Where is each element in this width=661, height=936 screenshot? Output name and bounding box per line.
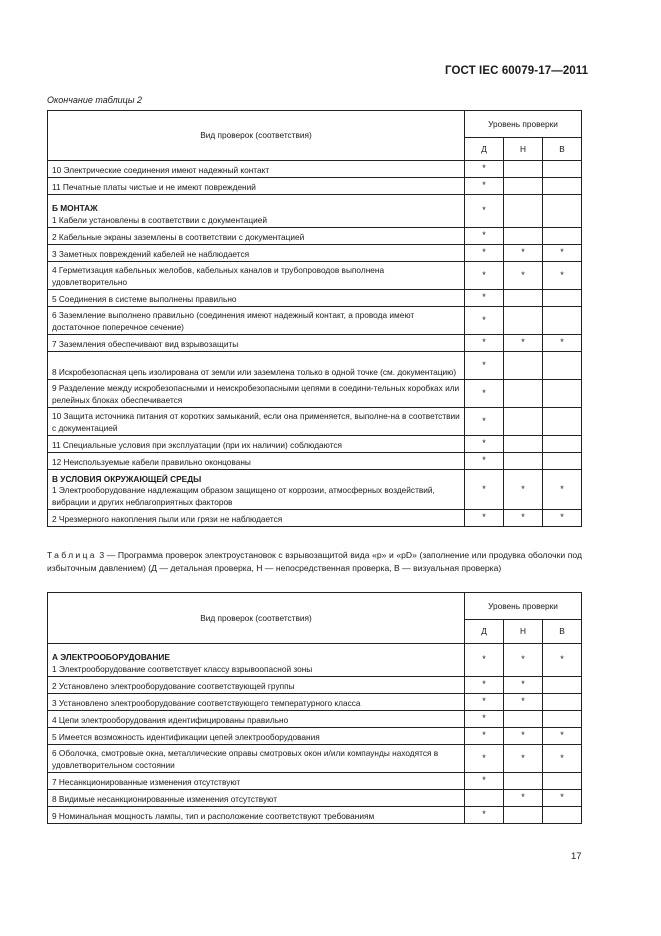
check-item-text: 8 Искробезопасная цепь изолирована от земли или заземлена только в одной точке (см. документацию)	[52, 366, 457, 377]
close-level-mark: *	[504, 677, 543, 694]
table-row	[48, 807, 582, 824]
detailed-level-mark: *	[465, 262, 504, 290]
detailed-level-mark: *	[465, 773, 504, 790]
column-header-check-type: Вид проверок (соответствия)	[48, 111, 465, 161]
table-3-caption-prefix: Таблица	[47, 550, 97, 560]
detailed-level-mark: *	[465, 307, 504, 335]
visual-level-mark: *	[543, 728, 582, 745]
check-item-cell	[48, 228, 465, 245]
visual-level-mark	[543, 161, 582, 178]
check-item-cell	[48, 711, 465, 728]
detailed-level-mark: *	[465, 380, 504, 408]
close-level-mark	[504, 453, 543, 470]
close-level-mark	[504, 290, 543, 307]
table-row	[48, 228, 582, 245]
column-header-close: Н	[504, 620, 543, 644]
check-item-text: 9 Номинальная мощность лампы, тип и расположение соответствуют требованиям	[52, 810, 375, 821]
visual-level-mark: *	[543, 790, 582, 807]
detailed-level-mark: *	[465, 510, 504, 527]
check-item-cell	[48, 773, 465, 790]
detailed-level-mark: *	[465, 694, 504, 711]
visual-level-mark	[543, 228, 582, 245]
check-item-cell	[48, 694, 465, 711]
detailed-level-mark: *	[465, 745, 504, 773]
check-item-cell	[48, 408, 465, 436]
document-standard-number: ГОСТ IEC 60079-17—2011	[445, 65, 589, 77]
close-level-mark: *	[504, 694, 543, 711]
visual-level-mark: *	[543, 262, 582, 290]
table-row	[48, 290, 582, 307]
inspection-table-2	[47, 110, 582, 527]
visual-level-mark	[543, 290, 582, 307]
close-level-mark: *	[504, 510, 543, 527]
visual-level-mark	[543, 178, 582, 195]
column-header-detailed: Д	[465, 138, 504, 161]
table-row	[48, 335, 582, 352]
check-item-text: 7 Заземления обеспечивают вид взрывозащиты	[52, 338, 239, 349]
table-row	[48, 694, 582, 711]
check-item-text: 1 Кабели установлены в соответствии с документацией	[52, 214, 268, 225]
detailed-level-mark: *	[465, 228, 504, 245]
visual-level-mark	[543, 408, 582, 436]
column-header-check-type: Вид проверок (соответствия)	[48, 593, 465, 644]
close-level-mark	[504, 807, 543, 824]
check-item-text: 5 Имеется возможность идентификации цепей электрооборудования	[52, 731, 320, 742]
detailed-level-mark: *	[465, 453, 504, 470]
table-row	[48, 307, 582, 335]
check-item-cell	[48, 380, 465, 408]
check-item-text: 11 Печатные платы чистые и не имеют повреждений	[52, 181, 256, 192]
check-item-text: 7 Несанкционированные изменения отсутствуют	[52, 776, 241, 787]
table-row	[48, 790, 582, 807]
visual-level-mark	[543, 453, 582, 470]
detailed-level-mark	[465, 790, 504, 807]
check-item-text: 10 Защита источника питания от коротких замыканий, если она применяется, выполне-на в соответствии с документацией	[52, 411, 460, 433]
table-row	[48, 436, 582, 453]
check-item-text: 9 Разделение между искробезопасными и неискробезопасными цепями в соедини-тельных коробках или релейных блоках обеспечивается	[52, 383, 460, 405]
close-level-mark	[504, 711, 543, 728]
visual-level-mark	[543, 307, 582, 335]
visual-level-mark: *	[543, 335, 582, 352]
section-title: А ЭЛЕКТРООБОРУДОВАНИЕ	[52, 652, 170, 662]
table-row	[48, 352, 582, 380]
table-row	[48, 728, 582, 745]
table-row	[48, 711, 582, 728]
column-header-visual: В	[543, 138, 582, 161]
check-item-text: 2 Кабельные экраны заземлены в соответствии с документацией	[52, 231, 305, 242]
visual-level-mark	[543, 677, 582, 694]
check-item-text: 4 Герметизация кабельных желобов, кабельных каналов и трубопроводов выполнена удовлетворительно	[52, 265, 385, 287]
check-item-cell	[48, 745, 465, 773]
check-item-text: 11 Специальные условия при эксплуатации (при их наличии) соблюдаются	[52, 439, 343, 450]
check-item-cell	[48, 335, 465, 352]
close-level-mark: *	[504, 262, 543, 290]
close-level-mark: *	[504, 728, 543, 745]
close-level-mark	[504, 307, 543, 335]
check-item-cell	[48, 510, 465, 527]
visual-level-mark	[543, 352, 582, 380]
check-item-cell	[48, 728, 465, 745]
visual-level-mark: *	[543, 644, 582, 677]
detailed-level-mark: *	[465, 245, 504, 262]
check-item-cell	[48, 307, 465, 335]
table-row	[48, 161, 582, 178]
inspection-table-3	[47, 592, 582, 824]
detailed-level-mark: *	[465, 408, 504, 436]
table-row	[48, 470, 582, 510]
check-item-text: 6 Заземление выполнено правильно (соединения имеют надежный контакт, а провода имеют достаточное поперечное сечение)	[52, 310, 415, 332]
table-row	[48, 245, 582, 262]
close-level-mark	[504, 352, 543, 380]
table-row	[48, 644, 582, 677]
check-item-cell	[48, 644, 465, 677]
visual-level-mark: *	[543, 470, 582, 510]
detailed-level-mark: *	[465, 352, 504, 380]
table-3-caption	[47, 549, 582, 574]
check-item-text: 12 Неиспользуемые кабели правильно оконцованы	[52, 456, 251, 467]
detailed-level-mark: *	[465, 290, 504, 307]
check-item-cell	[48, 436, 465, 453]
column-header-visual: В	[543, 620, 582, 644]
close-level-mark	[504, 228, 543, 245]
close-level-mark: *	[504, 745, 543, 773]
check-item-text: 1 Электрооборудование надлежащим образом защищено от коррозии, атмосферных воздействий, вибрации и других неблагоприятных факторов	[52, 485, 435, 507]
check-item-cell	[48, 178, 465, 195]
table-row	[48, 677, 582, 694]
close-level-mark	[504, 178, 543, 195]
check-item-cell	[48, 352, 465, 380]
close-level-mark: *	[504, 790, 543, 807]
check-item-text: 2 Чрезмерного накопления пыли или грязи не наблюдается	[52, 513, 283, 524]
visual-level-mark	[543, 380, 582, 408]
check-item-text: 6 Оболочка, смотровые окна, металлические оправы смотровых окон и/или компаунды находятся в удовлетворительном состоянии	[52, 748, 439, 770]
check-item-cell	[48, 245, 465, 262]
check-item-text: 1 Электрооборудование соответствует классу взрывоопасной зоны	[52, 663, 313, 674]
column-header-check-level: Уровень проверки	[465, 593, 582, 620]
visual-level-mark: *	[543, 245, 582, 262]
visual-level-mark	[543, 694, 582, 711]
table-row	[48, 380, 582, 408]
close-level-mark	[504, 380, 543, 408]
check-item-cell	[48, 161, 465, 178]
table-row	[48, 195, 582, 228]
close-level-mark: *	[504, 644, 543, 677]
section-title: В УСЛОВИЯ ОКРУЖАЮЩЕЙ СРЕДЫ	[52, 473, 202, 484]
close-level-mark: *	[504, 470, 543, 510]
close-level-mark: *	[504, 335, 543, 352]
detailed-level-mark: *	[465, 195, 504, 228]
table-3-caption-text: 3 — Программа проверок электроустановок с взрывозащитой вида «р» и «pD» (заполнение или продувка оболочки под избыточным давлением) (Д — детальная проверка, Н — непосредственная проверка, В — визуальная проверка)	[47, 550, 582, 573]
visual-level-mark	[543, 807, 582, 824]
table-row	[48, 773, 582, 790]
page-number: 17	[571, 851, 582, 862]
check-item-cell	[48, 470, 465, 510]
check-item-cell	[48, 807, 465, 824]
detailed-level-mark: *	[465, 436, 504, 453]
check-item-cell	[48, 677, 465, 694]
close-level-mark	[504, 195, 543, 228]
column-header-check-level: Уровень проверки	[465, 111, 582, 138]
check-item-cell	[48, 290, 465, 307]
table-row	[48, 510, 582, 527]
close-level-mark	[504, 436, 543, 453]
detailed-level-mark: *	[465, 677, 504, 694]
detailed-level-mark: *	[465, 644, 504, 677]
visual-level-mark	[543, 711, 582, 728]
detailed-level-mark: *	[465, 807, 504, 824]
section-title: Б МОНТАЖ	[52, 203, 98, 213]
check-item-text: 10 Электрические соединения имеют надежный контакт	[52, 164, 270, 175]
close-level-mark: *	[504, 245, 543, 262]
check-item-cell	[48, 790, 465, 807]
check-item-text: 4 Цепи электрооборудования идентифицированы правильно	[52, 714, 289, 725]
detailed-level-mark: *	[465, 161, 504, 178]
check-item-text: 8 Видимые несанкционированные изменения отсутствуют	[52, 793, 278, 804]
visual-level-mark: *	[543, 510, 582, 527]
check-item-text: 2 Установлено электрооборудование соответствующей группы	[52, 680, 295, 691]
visual-level-mark	[543, 195, 582, 228]
check-item-cell	[48, 262, 465, 290]
visual-level-mark: *	[543, 745, 582, 773]
table-row	[48, 745, 582, 773]
table-continuation-label: Окончание таблицы 2	[47, 95, 142, 105]
column-header-detailed: Д	[465, 620, 504, 644]
detailed-level-mark: *	[465, 178, 504, 195]
table-row	[48, 262, 582, 290]
table-row	[48, 178, 582, 195]
check-item-text: 3 Установлено электрооборудование соответствующего температурного класса	[52, 697, 361, 708]
close-level-mark	[504, 773, 543, 790]
detailed-level-mark: *	[465, 335, 504, 352]
visual-level-mark	[543, 773, 582, 790]
close-level-mark	[504, 161, 543, 178]
table-row	[48, 408, 582, 436]
check-item-cell	[48, 195, 465, 228]
check-item-text: 3 Заметных повреждений кабелей не наблюдается	[52, 248, 250, 259]
detailed-level-mark: *	[465, 470, 504, 510]
detailed-level-mark: *	[465, 728, 504, 745]
column-header-close: Н	[504, 138, 543, 161]
table-row	[48, 453, 582, 470]
check-item-text: 5 Соединения в системе выполнены правильно	[52, 293, 237, 304]
close-level-mark	[504, 408, 543, 436]
visual-level-mark	[543, 436, 582, 453]
check-item-cell	[48, 453, 465, 470]
detailed-level-mark: *	[465, 711, 504, 728]
